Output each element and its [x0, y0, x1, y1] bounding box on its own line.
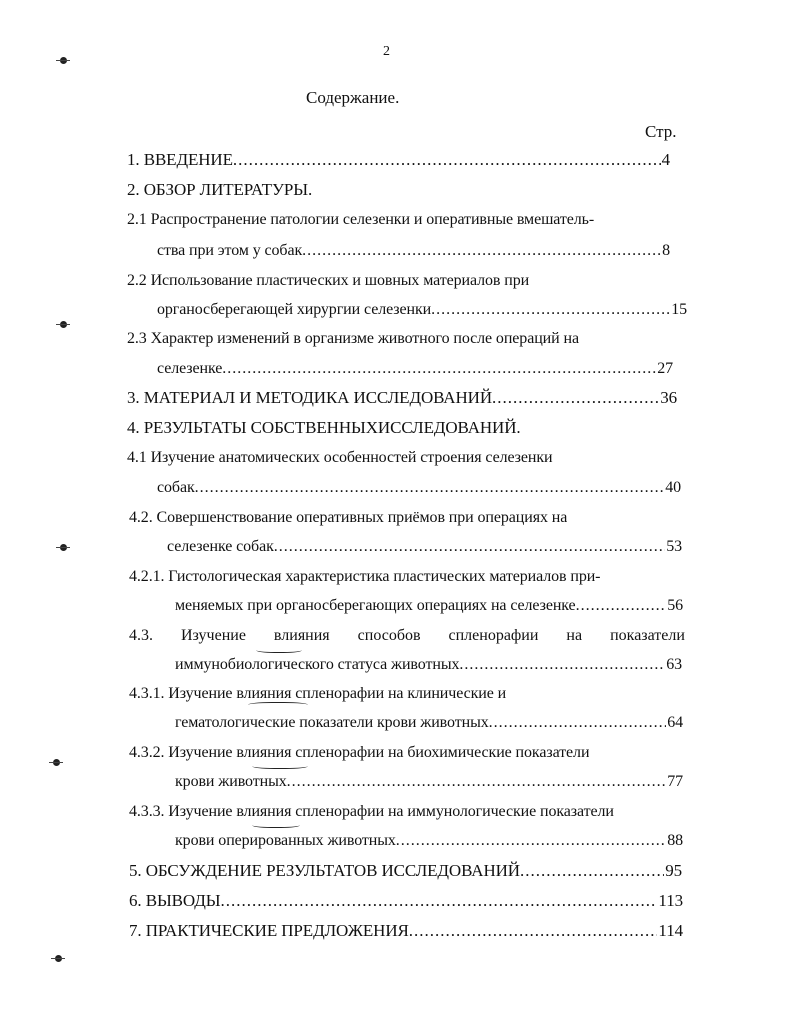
toc-page-number: 27	[657, 360, 673, 377]
toc-entry-text: селезенке собак	[167, 538, 274, 555]
toc-entry-text: 3. МАТЕРИАЛ И МЕТОДИКА ИССЛЕДОВАНИЙ	[127, 388, 493, 407]
toc-page-number: 77	[667, 773, 683, 790]
toc-page-number: 36	[660, 388, 677, 407]
page-number: 2	[383, 44, 390, 59]
toc-entry-text: селезенке	[157, 360, 223, 377]
toc-entry-4-1-line1: 4.1 Изучение анатомических особенностей строения селезенки	[127, 449, 553, 466]
pen-underline-mark	[252, 821, 300, 828]
pen-underline-mark	[248, 702, 308, 709]
toc-entry-text: органосберегающей хирургии селезенки	[157, 301, 432, 318]
binder-hole-mark	[60, 321, 67, 328]
binder-hole-mark	[60, 57, 67, 64]
toc-page-number: 40	[665, 479, 681, 496]
toc-entry-2-2-line1: 2.2 Использование пластических и шовных материалов при	[127, 272, 530, 289]
page-title: Содержание.	[306, 88, 400, 107]
toc-heading-2: 2. ОБЗОР ЛИТЕРАТУРЫ.	[127, 180, 313, 199]
toc-entry-text: 7. ПРАКТИЧЕСКИЕ ПРЕДЛОЖЕНИЯ	[129, 921, 409, 940]
toc-entry-text: 1. ВВЕДЕНИЕ	[127, 150, 233, 169]
toc-page-number: 63	[666, 656, 682, 673]
toc-entry-text: меняемых при органосберегающих операциях на селезенке	[175, 597, 576, 614]
toc-entry-2-1-line1: 2.1 Распространение патологии селезенки и оперативные вмешатель-	[127, 211, 595, 228]
toc-page-number: 15	[671, 301, 687, 318]
toc-entry-text: гематологические показатели крови животных	[175, 714, 489, 731]
toc-word: способов	[357, 627, 421, 644]
toc-word: на	[566, 627, 583, 644]
toc-page-number: 53	[666, 538, 682, 555]
toc-entry-5	[129, 861, 682, 881]
toc-entry-text: собак	[157, 479, 195, 496]
toc-page-number: 64	[667, 714, 683, 731]
toc-entry-text: ства при этом у собак	[157, 242, 303, 259]
toc-entry-4-2-1-line2	[175, 596, 683, 616]
toc-entry-4-3-3-line2	[175, 831, 683, 851]
binder-hole-mark	[60, 544, 67, 551]
toc-entry-4-2-line1: 4.2. Совершенствование оперативных приёмов при операциях на	[129, 509, 568, 526]
toc-page-number: 8	[662, 242, 670, 259]
toc-entry-4-3-2-line2	[175, 772, 683, 792]
toc-entry-4-2-line2	[167, 537, 682, 557]
toc-entry-text: 5. ОБСУЖДЕНИЕ РЕЗУЛЬТАТОВ ИССЛЕДОВАНИЙ	[129, 861, 520, 880]
toc-page-number: 114	[658, 921, 683, 940]
toc-entry-4-1-line2	[157, 478, 681, 498]
toc-page-number: 113	[658, 891, 683, 910]
toc-entry-2-1-line2	[157, 241, 670, 261]
toc-entry-text: крови животных	[175, 773, 287, 790]
toc-entry-4-3-line1	[129, 626, 685, 646]
toc-heading-4: 4. РЕЗУЛЬТАТЫ СОБСТВЕННЫХИССЛЕДОВАНИЙ.	[127, 418, 521, 437]
toc-word: спленорафии	[448, 627, 539, 644]
toc-entry-6	[129, 891, 683, 911]
toc-entry-4-3-1-line1: 4.3.1. Изучение влияния спленорафии на клинические и	[129, 685, 507, 702]
toc-entry-text: крови оперированных животных	[175, 832, 396, 849]
toc-page-number: 88	[667, 832, 683, 849]
toc-page-number: 56	[667, 597, 683, 614]
toc-entry-2-2-line2	[157, 300, 687, 320]
toc-page-number: 95	[665, 861, 682, 880]
toc-entry-4-3-2-line1: 4.3.2. Изучение влияния спленорафии на биохимические показатели	[129, 744, 590, 761]
page-column-label: Стр.	[645, 122, 677, 141]
binder-hole-mark	[53, 759, 60, 766]
binder-hole-mark	[55, 955, 62, 962]
toc-entry-text: иммунобиологического статуса животных	[175, 656, 460, 673]
toc-entry-text: 6. ВЫВОДЫ	[129, 891, 221, 910]
toc-entry-4-3-1-line2	[175, 713, 683, 733]
toc-entry-7	[129, 921, 683, 941]
toc-word: влияния	[273, 627, 330, 644]
toc-entry-2-3-line1: 2.3 Характер изменений в организме животного после операций на	[127, 330, 579, 347]
toc-entry-4-2-1-line1: 4.2.1. Гистологическая характеристика пластических материалов при-	[129, 568, 601, 585]
toc-word: 4.3.	[129, 627, 153, 644]
toc-page-number: 4	[661, 150, 670, 169]
toc-entry-3	[127, 388, 677, 408]
toc-entry-4-3-line2	[175, 655, 682, 675]
toc-word: показатели	[610, 627, 685, 644]
pen-underline-mark	[256, 646, 302, 653]
toc-entry-2-3-line2	[157, 359, 673, 379]
toc-entry-1	[127, 150, 670, 170]
pen-underline-mark	[252, 762, 308, 769]
toc-entry-4-3-3-line1: 4.3.3. Изучение влияния спленорафии на иммунологические показатели	[129, 803, 614, 820]
toc-word: Изучение	[181, 627, 246, 644]
